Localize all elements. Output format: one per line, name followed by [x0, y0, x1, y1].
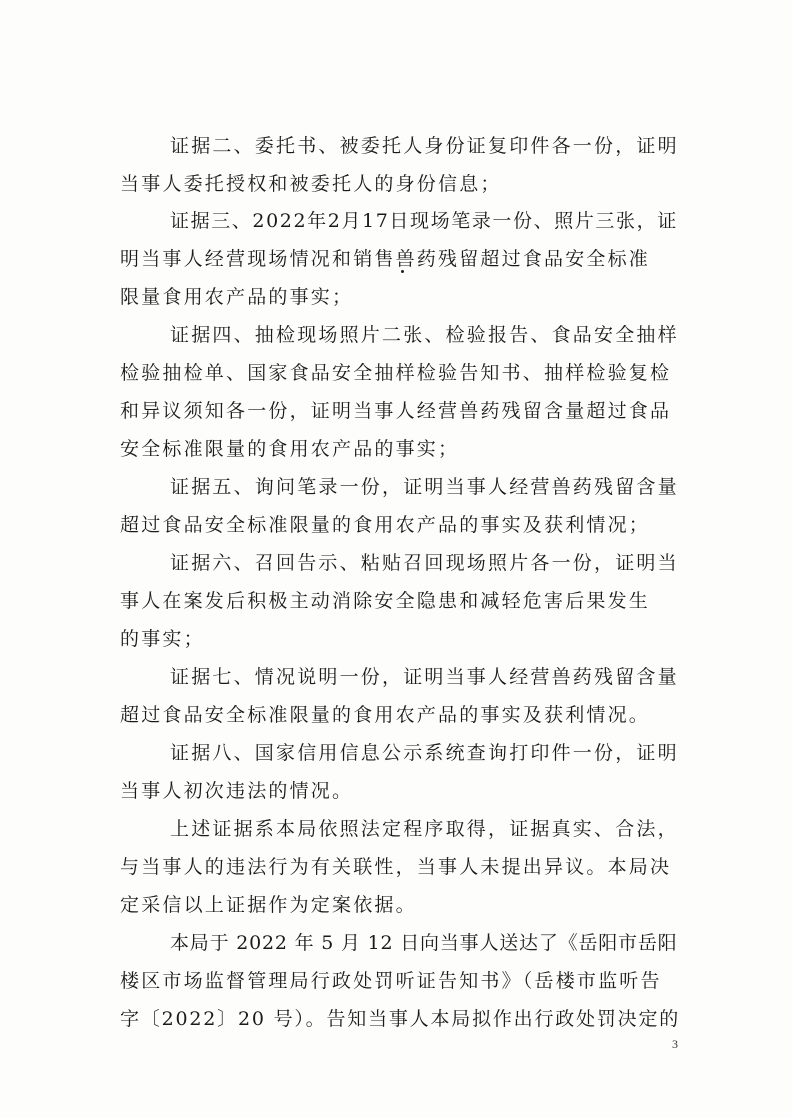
paragraph-line: 楼区市场监督管理局行政处罚听证告知书》（岳楼市监听告 — [120, 970, 662, 992]
paragraph-line: 证据三、2022年2月17日现场笔录一份、照片三张，证 — [170, 210, 678, 232]
paragraph-line: 证据六、召回告示、粘贴召回现场照片各一份，证明当 — [170, 552, 679, 574]
paragraph-line: 字〔2022〕20 号）。告知当事人本局拟作出行政处罚决定的 — [120, 1008, 681, 1030]
paragraph-line: 当事人委托授权和被委托人的身份信息； — [120, 173, 502, 195]
paragraph-line: 安全标准限量的食用农产品的事实； — [120, 438, 460, 460]
paragraph-line: 证据七、情况说明一份，证明当事人经营兽药残留含量 — [170, 666, 679, 688]
paragraph-line: 检验抽检单、国家食品安全抽样检验告知书、抽样检验复检 — [120, 362, 672, 384]
page-number: 3 — [672, 1037, 678, 1051]
paragraph-line: 证据四、抽检现场照片二张、检验报告、食品安全抽样 — [170, 324, 679, 346]
paragraph-line: 当事人初次违法的情况。 — [120, 780, 354, 802]
paragraph-line: 证据八、国家信用信息公示系统查询打印件一份，证明 — [170, 742, 679, 764]
paragraph-line: 明当事人经营现场情况和销售兽药残留超过食品安全标准 — [120, 248, 651, 270]
paragraph-line: 超过食品安全标准限量的食用农产品的事实及获利情况； — [120, 514, 651, 536]
paragraph-line: 限量食用农产品的事实； — [120, 286, 354, 308]
paragraph-line: 和异议须知各一份，证明当事人经营兽药残留含量超过食品 — [120, 400, 672, 422]
scan-speck — [401, 270, 404, 273]
paragraph-line: 超过食品安全标准限量的食用农产品的事实及获利情况。 — [120, 704, 651, 726]
paragraph-line: 本局于 2022 年 5 月 12 日向当事人送达了《岳阳市岳阳 — [170, 932, 678, 954]
paragraph-line: 上述证据系本局依照法定程序取得，证据真实、合法， — [170, 818, 679, 840]
paragraph-line: 与当事人的违法行为有关联性，当事人未提出异议。本局决 — [120, 856, 672, 878]
paragraph-line: 证据二、委托书、被委托人身份证复印件各一份，证明 — [170, 135, 679, 157]
paragraph-line: 事人在案发后积极主动消除安全隐患和减轻危害后果发生 — [120, 590, 651, 612]
paragraph-line: 的事实； — [120, 628, 205, 650]
paragraph-line: 证据五、询问笔录一份，证明当事人经营兽药残留含量 — [170, 476, 679, 498]
paragraph-line: 定采信以上证据作为定案依据。 — [120, 894, 417, 916]
